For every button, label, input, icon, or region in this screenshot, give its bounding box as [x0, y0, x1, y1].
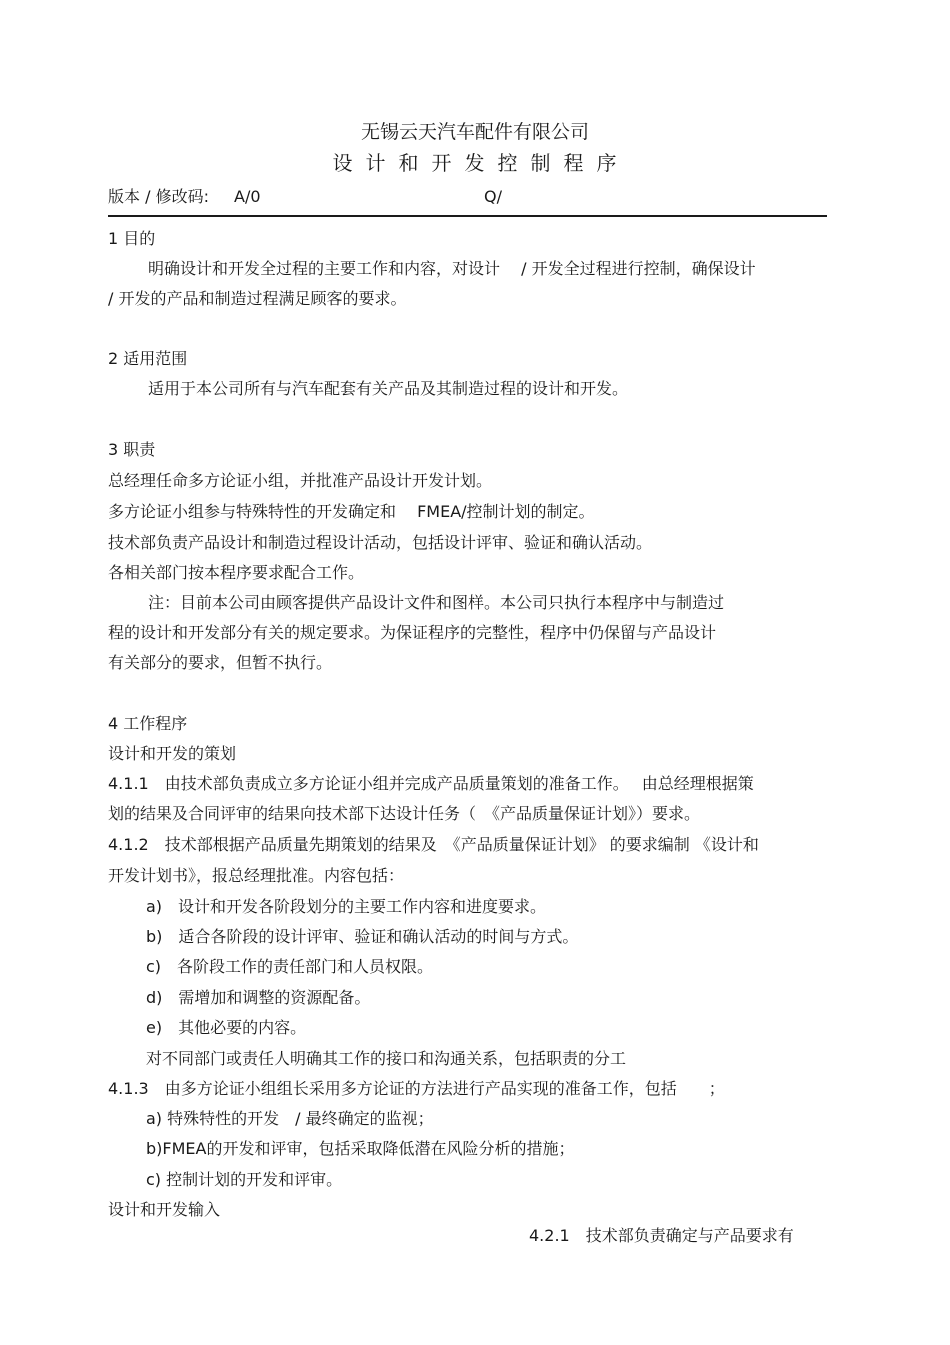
- responsibility-line: 多方论证小组参与特殊特性的开发确定和 FMEA/控制计划的制定。: [108, 502, 595, 521]
- section-1-heading: 1 目的: [108, 229, 156, 248]
- clause-4-1-3-line: 4.1.3 由多方论证小组组长采用多方论证的方法进行产品实现的准备工作，包括 ；: [108, 1079, 725, 1098]
- clause-note: 对不同部门或责任人明确其工作的接口和沟通关系，包括职责的分工: [146, 1049, 627, 1068]
- clause-4-1-1-line: 划的结果及合同评审的结果向技术部下达设计任务（ 《产品质量保证计划》）要求。: [108, 804, 701, 823]
- clause-4-1-2-line: 4.1.2 技术部根据产品质量先期策划的结果及 《产品质量保证计划》 的要求编制 《设计和: [108, 835, 759, 854]
- list-item: c) 控制计划的开发和评审。: [146, 1170, 343, 1189]
- section-2-heading: 2 适用范围: [108, 349, 188, 368]
- header-divider: [108, 215, 827, 217]
- note-line: 有关部分的要求，但暂不执行。: [108, 653, 333, 672]
- document-number: Q/: [484, 187, 502, 206]
- list-item: d) 需增加和调整的资源配备。: [146, 988, 371, 1007]
- list-item: c) 各阶段工作的责任部门和人员权限。: [146, 957, 434, 976]
- subsection-heading: 设计和开发的策划: [108, 744, 237, 763]
- version-value: A/0: [234, 187, 261, 206]
- note-line: 注：目前本公司由顾客提供产品设计文件和图样。本公司只执行本程序中与制造过: [148, 593, 725, 612]
- document-title: 设计和开发控制程序: [332, 151, 630, 175]
- clause-4-1-2-line: 开发计划书》，报总经理批准。内容包括：: [108, 866, 405, 885]
- responsibility-line: 总经理任命多方论证小组，并批准产品设计开发计划。: [108, 471, 493, 490]
- list-item: b) 适合各阶段的设计评审、验证和确认活动的时间与方式。: [146, 927, 579, 946]
- company-name: 无锡云天汽车配件有限公司: [360, 121, 589, 143]
- list-item: a) 设计和开发各阶段划分的主要工作内容和进度要求。: [146, 897, 547, 916]
- section-1-paragraph-line: / 开发的产品和制造过程满足顾客的要求。: [108, 289, 407, 308]
- section-2-paragraph: 适用于本公司所有与汽车配套有关产品及其制造过程的设计和开发。: [148, 379, 629, 398]
- list-item: a) 特殊特性的开发 / 最终确定的监视；: [146, 1109, 434, 1128]
- clause-4-1-1-line: 4.1.1 由技术部负责成立多方论证小组并完成产品质量策划的准备工作。 由总经理根据策: [108, 774, 754, 793]
- list-item: b)FMEA的开发和评审，包括采取降低潜在风险分析的措施；: [146, 1139, 575, 1158]
- section-3-heading: 3 职责: [108, 440, 156, 459]
- clause-4-2-1-line: 4.2.1 技术部负责确定与产品要求有: [529, 1226, 794, 1245]
- section-1-paragraph-line: 明确设计和开发全过程的主要工作和内容，对设计 / 开发全过程进行控制，确保设计: [148, 259, 756, 278]
- responsibility-line: 各相关部门按本程序要求配合工作。: [108, 563, 365, 582]
- list-item: e) 其他必要的内容。: [146, 1018, 307, 1037]
- section-4-heading: 4 工作程序: [108, 714, 188, 733]
- note-line: 程的设计和开发部分有关的规定要求。为保证程序的完整性，程序中仍保留与产品设计: [108, 623, 717, 642]
- version-label: 版本 / 修改码:: [108, 187, 209, 206]
- subsection-heading: 设计和开发输入: [108, 1200, 221, 1219]
- responsibility-line: 技术部负责产品设计和制造过程设计活动，包括设计评审、验证和确认活动。: [108, 533, 653, 552]
